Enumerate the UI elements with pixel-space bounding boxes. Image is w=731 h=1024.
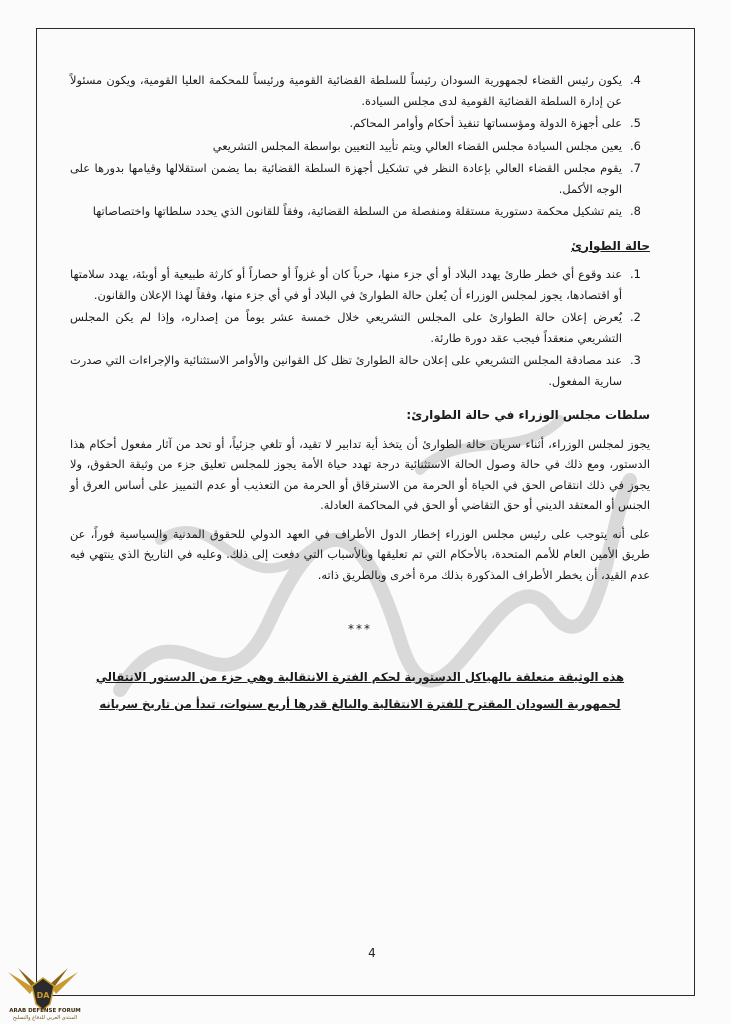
clause-text: يكون رئيس القضاء لجمهورية السودان رئيساً للسلطة القضائية القومية ورئيساً للمحكمة العليا القومية، ويكون مسئولاً عن إدارة السلطة القضائية القومية لدى مجلس السيادة.: [70, 73, 622, 108]
page-number: 4: [368, 946, 376, 960]
clause-item: [70, 264, 650, 305]
judiciary-clauses-list: [70, 70, 650, 222]
clause-item: [70, 350, 650, 391]
clause-number: 2.: [630, 310, 641, 324]
document-body: [70, 70, 650, 718]
clause-text: يقوم مجلس القضاء العالي بإعادة النظر في تشكيل أجهزة السلطة القضائية بما يضمن استقلالها وقيامها بدورها على الوجه الأكمل.: [70, 161, 622, 196]
clause-text: عند مصادقة المجلس التشريعي على إعلان حالة الطوارئ تظل كل القوانين والأوامر الاستثنائية والإجراءات التي صدرت سارية المفعول.: [70, 353, 622, 388]
emergency-heading: حالة الطوارئ: [571, 238, 650, 253]
closing-note: هذه الوثيقة متعلقة بالهياكل الدستورية لحكم الفترة الانتقالية وهي جزء من الدستور الانتقالي لجمهورية السودان المقترح للفترة الانتقالية والبالغ قدرها أربع سنوات، تبدأ من تاريخ سريانه: [95, 669, 625, 711]
clause-item: [70, 201, 650, 222]
clause-text: عند وقوع أي خطر طارئ يهدد البلاد أو أي جزء منها، حرباً كان أو غزواً أو حصاراً أو كارثة طبيعية أو أوبئة، يهدد سلامتها أو اقتصادها، يجوز لمجلس الوزراء أن يُعلن حالة الطوارئ في البلاد أو في أي جزء منها، وفقاً لهذا الإعلان والقانون.: [70, 267, 622, 302]
clause-number: 8.: [630, 204, 641, 218]
clause-item: [70, 113, 650, 134]
powers-paragraph-1: يجوز لمجلس الوزراء، أثناء سريان حالة الطوارئ أن يتخذ أية تدابير لا تقيد، أو تلغي جزئياً، أو تحد من آثار مفعول أحكام هذا الدستور، ومع ذلك في حالة وصول الحالة الاستثنائية درجة تهدد حياة الأمة يجوز للمجلس تعليق جزء من وثيقة الحقوق، ولا يجوز في ذلك انتقاص الحق في الحياة أو الحرمة من الاسترقاق أو الحرمة من التعذيب أو عدم التمييز على أساس العرق أو الجنس أو المعتقد الديني أو حق التقاضي أو الحق في المحاكمة العادلة.: [70, 436, 650, 512]
clause-number: 4.: [630, 73, 641, 87]
powers-heading: سلطات مجلس الوزراء في حالة الطوارئ:: [406, 408, 650, 422]
clause-item: [70, 70, 650, 111]
clause-text: يُعرض إعلان حالة الطوارئ على المجلس التشريعي خلال خمسة عشر يوماً من إصداره، وإذا لم يكن المجلس التشريعي منعقداً فيجب عقد دورة طارئة.: [70, 310, 622, 345]
powers-paragraph-2: على أنه يتوجب على رئيس مجلس الوزراء إخطار الدول الأطراف في العهد الدولي للحقوق المدنية والسياسية فوراً، عن طريق الأمين العام للأمم المتحدة، بالأحكام التي تم تعليقها وبالأسباب التي دفعت إلى ذلك. وعليه في التاريخ الذي ينتهي فيه عدم القيد، أن يخطر الأطراف المذكورة بذلك مرة أخرى وبالطريق ذاته.: [70, 526, 650, 582]
clause-number: 1.: [630, 267, 641, 281]
clause-number: 3.: [630, 353, 641, 367]
clause-item: [70, 136, 650, 157]
section-separator: ***: [348, 622, 372, 636]
logo-monogram: DA: [36, 991, 50, 1000]
clause-text: يعين مجلس السيادة مجلس القضاء العالي ويتم تأييد التعيين بواسطة المجلس التشريعي: [212, 138, 622, 153]
logo-subtitle: المنتدى العربي للدفاع والتسليح: [12, 1015, 78, 1021]
clause-item: [70, 307, 650, 348]
clause-number: 7.: [630, 161, 641, 175]
clause-number: 5.: [630, 116, 641, 130]
logo-name: ARAB DEFENSE FORUM: [9, 1008, 81, 1014]
clause-text: على أجهزة الدولة ومؤسساتها تنفيذ أحكام وأوامر المحاكم.: [349, 116, 622, 130]
clause-text: يتم تشكيل محكمة دستورية مستقلة ومنفصلة من السلطة القضائية، وفقاً للقانون الذي يحدد سلطاتها واختصاصاتها: [92, 204, 622, 218]
clause-number: 6.: [630, 138, 641, 153]
clause-item: [70, 158, 650, 199]
emergency-clauses-list: [70, 264, 650, 391]
